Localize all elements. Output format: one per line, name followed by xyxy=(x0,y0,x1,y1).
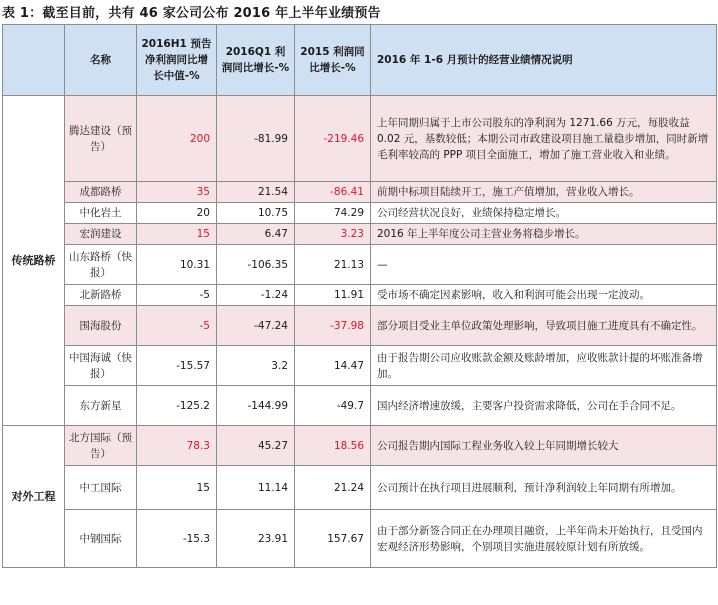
company-name: 中化岩土 xyxy=(65,203,137,224)
q1-growth: -47.24 xyxy=(217,306,295,346)
q1-growth: 23.91 xyxy=(217,510,295,568)
header-h1: 2016H1 预告净利润同比增长中值-% xyxy=(137,25,217,96)
table-row xyxy=(3,182,717,203)
h1-growth: -15.3 xyxy=(137,510,217,568)
y2015-growth: -37.98 xyxy=(295,306,371,346)
description: 前期中标项目陆续开工，施工产值增加，营业收入增长。 xyxy=(371,182,717,203)
h1-growth: 35 xyxy=(137,182,217,203)
h1-growth: 10.31 xyxy=(137,245,217,285)
company-name: 围海股份 xyxy=(65,306,137,346)
table-title: 表 1：截至目前，共有 46 家公司公布 2016 年上半年业绩预告 xyxy=(2,6,381,21)
q1-growth: -1.24 xyxy=(217,285,295,306)
header-row xyxy=(3,25,717,96)
h1-growth: 20 xyxy=(137,203,217,224)
company-name: 中钢国际 xyxy=(65,510,137,568)
y2015-growth: 21.13 xyxy=(295,245,371,285)
company-name: 北方国际（预告） xyxy=(65,426,137,466)
header-desc: 2016 年 1-6 月预计的经营业绩情况说明 xyxy=(371,25,717,96)
table-row xyxy=(3,285,717,306)
description: 上年同期归属于上市公司股东的净利润为 1271.66 万元，每股收益 0.02 元，基数较低；本期公司市政建设项目施工量稳步增加，同时新增毛利率较高的 PPP 项目全面施工，增加了施工营业收入和业绩。 xyxy=(371,96,717,182)
table-row xyxy=(3,306,717,346)
description: 受市场不确定因素影响，收入和利润可能会出现一定波动。 xyxy=(371,285,717,306)
header-name: 名称 xyxy=(65,25,137,96)
company-name: 东方新星 xyxy=(65,386,137,426)
description: 公司报告期内国际工程业务收入较上年同期增长较大 xyxy=(371,426,717,466)
description: — xyxy=(371,245,717,285)
q1-growth: -144.99 xyxy=(217,386,295,426)
company-name: 北新路桥 xyxy=(65,285,137,306)
y2015-growth: 74.29 xyxy=(295,203,371,224)
h1-growth: 15 xyxy=(137,224,217,245)
y2015-growth: 18.56 xyxy=(295,426,371,466)
q1-growth: -81.99 xyxy=(217,96,295,182)
description: 由于部分新签合同正在办理项目融资，上半年尚未开始执行，且受国内宏观经济形势影响，个别项目实施进展较原计划有所放缓。 xyxy=(371,510,717,568)
h1-growth: -5 xyxy=(137,306,217,346)
q1-growth: 10.75 xyxy=(217,203,295,224)
q1-growth: 45.27 xyxy=(217,426,295,466)
table-row xyxy=(3,346,717,386)
description: 公司经营状况良好，业绩保持稳定增长。 xyxy=(371,203,717,224)
y2015-growth: 14.47 xyxy=(295,346,371,386)
company-name: 宏润建设 xyxy=(65,224,137,245)
y2015-growth: -86.41 xyxy=(295,182,371,203)
y2015-growth: -49.7 xyxy=(295,386,371,426)
table-row xyxy=(3,466,717,510)
company-name: 中工国际 xyxy=(65,466,137,510)
q1-growth: 21.54 xyxy=(217,182,295,203)
table-row xyxy=(3,510,717,568)
y2015-growth: 11.91 xyxy=(295,285,371,306)
h1-growth: -15.57 xyxy=(137,346,217,386)
h1-growth: 200 xyxy=(137,96,217,182)
company-name: 腾达建设（预告） xyxy=(65,96,137,182)
header-q1: 2016Q1 利润同比增长-% xyxy=(217,25,295,96)
y2015-growth: 3.23 xyxy=(295,224,371,245)
earnings-forecast-table xyxy=(2,24,717,568)
h1-growth: -125.2 xyxy=(137,386,217,426)
description: 部分项目受业主单位政策处理影响，导致项目施工进度具有不确定性。 xyxy=(371,306,717,346)
q1-growth: -106.35 xyxy=(217,245,295,285)
q1-growth: 11.14 xyxy=(217,466,295,510)
sector-traditional: 传统路桥 xyxy=(3,96,65,426)
company-name: 成都路桥 xyxy=(65,182,137,203)
table-row xyxy=(3,203,717,224)
h1-growth: -5 xyxy=(137,285,217,306)
company-name: 中国海诚（快报） xyxy=(65,346,137,386)
y2015-growth: -219.46 xyxy=(295,96,371,182)
header-sector xyxy=(3,25,65,96)
description: 2016 年上半年度公司主营业务将稳步增长。 xyxy=(371,224,717,245)
sector-overseas: 对外工程 xyxy=(3,426,65,568)
description: 由于报告期公司应收账款金额及账龄增加，应收账款计提的坏账准备增加。 xyxy=(371,346,717,386)
q1-growth: 3.2 xyxy=(217,346,295,386)
table-row xyxy=(3,245,717,285)
h1-growth: 78.3 xyxy=(137,426,217,466)
y2015-growth: 21.24 xyxy=(295,466,371,510)
q1-growth: 6.47 xyxy=(217,224,295,245)
header-2015: 2015 利润同比增长-% xyxy=(295,25,371,96)
table-row xyxy=(3,224,717,245)
description: 公司预计在执行项目进展顺利，预计净利润较上年同期有所增加。 xyxy=(371,466,717,510)
table-row xyxy=(3,386,717,426)
company-name: 山东路桥（快报） xyxy=(65,245,137,285)
table-row xyxy=(3,96,717,182)
table-row xyxy=(3,426,717,466)
h1-growth: 15 xyxy=(137,466,217,510)
description: 国内经济增速放缓，主要客户投资需求降低，公司在手合同不足。 xyxy=(371,386,717,426)
y2015-growth: 157.67 xyxy=(295,510,371,568)
